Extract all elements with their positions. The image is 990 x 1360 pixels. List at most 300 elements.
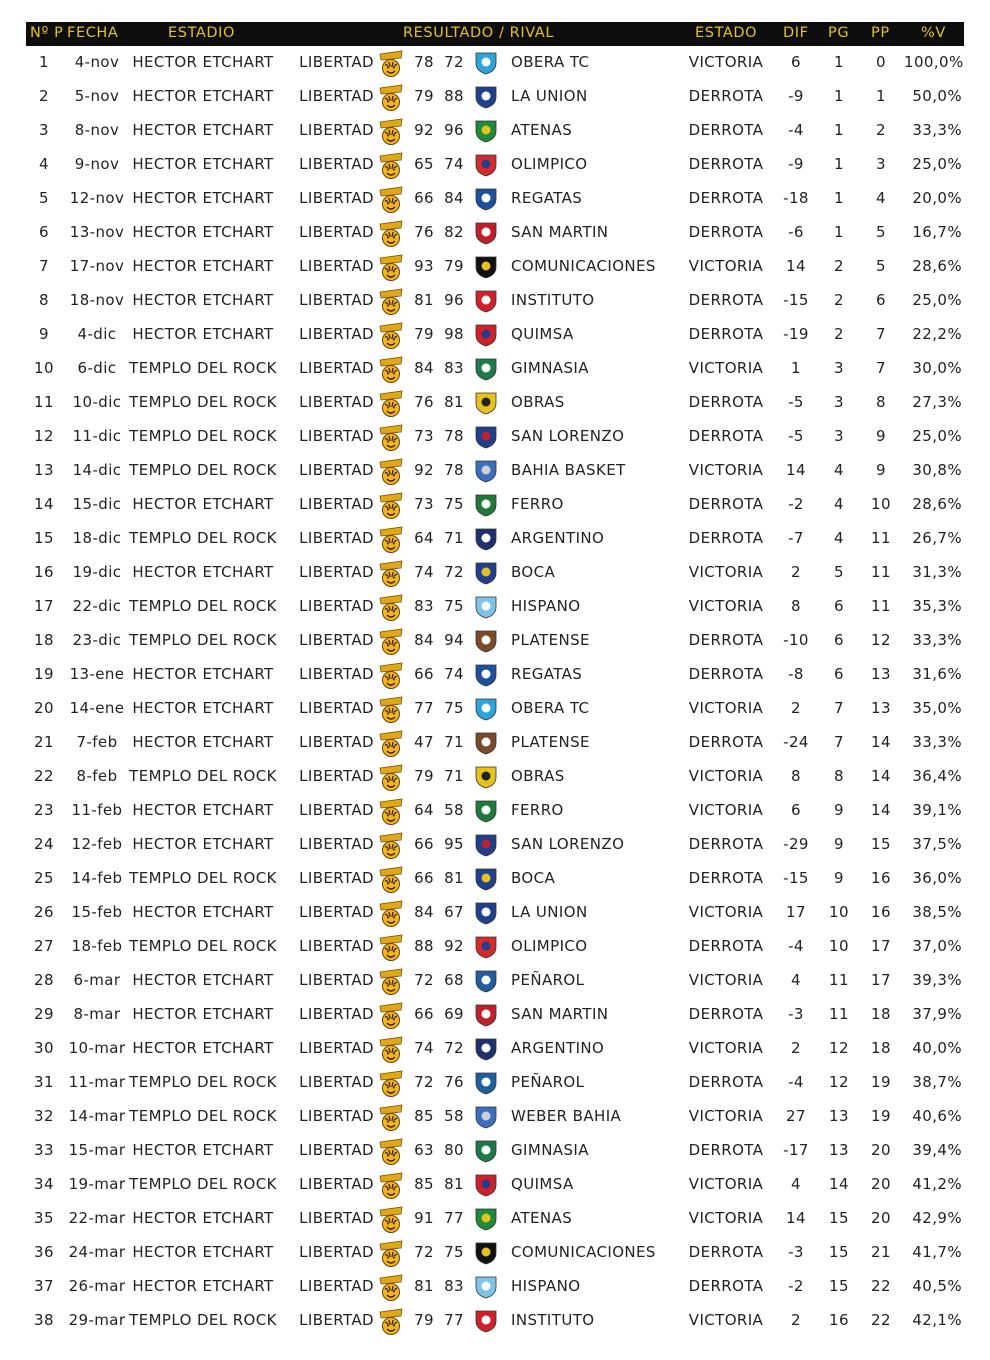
table-row	[26, 930, 964, 964]
row-rival: OLIMPICO	[511, 937, 588, 955]
instituto-logo-icon	[472, 288, 500, 314]
row-score-libertad: 92	[414, 461, 434, 479]
row-local-team: LIBERTAD	[299, 427, 374, 445]
libertad-logo	[377, 456, 405, 486]
row-pg: 10	[829, 937, 849, 955]
regatas-logo-icon	[472, 662, 500, 688]
row-pp: 1	[876, 87, 886, 105]
row-fecha: 11-dic	[72, 427, 122, 445]
row-pct-victorias: 50,0%	[912, 87, 962, 105]
row-local-team: LIBERTAD	[299, 1243, 374, 1261]
row-pct-victorias: 31,3%	[912, 563, 962, 581]
rival-logo	[472, 1002, 500, 1028]
row-estado: VICTORIA	[688, 767, 764, 785]
row-fecha: 15-feb	[71, 903, 123, 921]
row-pct-victorias: 37,5%	[912, 835, 962, 853]
row-rival: COMUNICACIONES	[511, 1243, 656, 1261]
row-local-team: LIBERTAD	[299, 121, 374, 139]
row-estado: DERROTA	[688, 495, 764, 513]
row-pg: 8	[834, 767, 844, 785]
row-fecha: 10-dic	[72, 393, 122, 411]
row-estadio: TEMPLO DEL ROCK	[129, 597, 277, 615]
row-dif: -15	[783, 291, 809, 309]
olimpico-logo-icon	[472, 934, 500, 960]
row-dif: -2	[788, 1277, 804, 1295]
row-dif: 4	[791, 971, 801, 989]
table-row	[26, 522, 964, 556]
table-row	[26, 998, 964, 1032]
table-row	[26, 556, 964, 590]
row-local-team: LIBERTAD	[299, 325, 374, 343]
row-estadio: HECTOR ETCHART	[132, 87, 274, 105]
row-score-rival: 82	[444, 223, 464, 241]
row-dif: -9	[788, 87, 804, 105]
table-row	[26, 794, 964, 828]
table-row	[26, 590, 964, 624]
row-estado: DERROTA	[688, 189, 764, 207]
table-row	[26, 1032, 964, 1066]
header-estadio: ESTADIO	[168, 25, 236, 41]
row-pct-victorias: 26,7%	[912, 529, 962, 547]
libertad-tiger-logo-icon	[377, 150, 405, 180]
row-estadio: TEMPLO DEL ROCK	[129, 631, 277, 649]
libertad-tiger-logo-icon	[377, 1000, 405, 1030]
row-local-team: LIBERTAD	[299, 699, 374, 717]
row-rival: REGATAS	[511, 189, 583, 207]
row-rival: SAN MARTIN	[511, 223, 609, 241]
bahia-basket-logo-icon	[472, 458, 500, 484]
header-pg: PG	[828, 25, 850, 41]
row-number: 38	[34, 1311, 54, 1329]
row-score-libertad: 66	[414, 1005, 434, 1023]
table-row	[26, 760, 964, 794]
libertad-tiger-logo-icon	[377, 286, 405, 316]
row-estado: DERROTA	[688, 1073, 764, 1091]
row-dif: -5	[788, 393, 804, 411]
header-num: Nº P	[30, 25, 64, 41]
row-local-team: LIBERTAD	[299, 903, 374, 921]
row-estadio: TEMPLO DEL ROCK	[129, 461, 277, 479]
row-rival: REGATAS	[511, 665, 583, 683]
row-pp: 3	[876, 155, 886, 173]
libertad-logo	[377, 558, 405, 588]
row-pp: 14	[871, 767, 891, 785]
libertad-tiger-logo-icon	[377, 592, 405, 622]
weber-bahia-logo-icon	[472, 1104, 500, 1130]
row-pct-victorias: 22,2%	[912, 325, 962, 343]
row-pg: 3	[834, 359, 844, 377]
libertad-tiger-logo-icon	[377, 1272, 405, 1302]
boca-logo-icon	[472, 866, 500, 892]
rival-logo	[472, 322, 500, 348]
row-fecha: 8-nov	[74, 121, 120, 139]
row-estadio: HECTOR ETCHART	[132, 189, 274, 207]
row-estadio: TEMPLO DEL ROCK	[129, 427, 277, 445]
libertad-logo	[377, 694, 405, 724]
row-pp: 9	[876, 461, 886, 479]
row-pp: 17	[871, 937, 891, 955]
row-pp: 11	[871, 529, 891, 547]
row-number: 37	[34, 1277, 54, 1295]
row-dif: 27	[786, 1107, 806, 1125]
row-number: 25	[34, 869, 54, 887]
row-score-rival: 81	[444, 1175, 464, 1193]
row-score-libertad: 73	[414, 427, 434, 445]
row-number: 33	[34, 1141, 54, 1159]
row-pp: 20	[871, 1141, 891, 1159]
row-fecha: 11-mar	[68, 1073, 126, 1091]
row-fecha: 12-feb	[71, 835, 123, 853]
row-pct-victorias: 33,3%	[912, 733, 962, 751]
rival-logo	[472, 458, 500, 484]
row-fecha: 14-mar	[68, 1107, 126, 1125]
libertad-logo	[377, 830, 405, 860]
row-pg: 4	[834, 495, 844, 513]
row-pct-victorias: 25,0%	[912, 427, 962, 445]
row-pg: 9	[834, 835, 844, 853]
row-local-team: LIBERTAD	[299, 257, 374, 275]
libertad-tiger-logo-icon	[377, 898, 405, 928]
row-estadio: HECTOR ETCHART	[132, 835, 274, 853]
row-number: 11	[34, 393, 54, 411]
libertad-logo	[377, 286, 405, 316]
row-estadio: HECTOR ETCHART	[132, 563, 274, 581]
row-pct-victorias: 27,3%	[912, 393, 962, 411]
row-pp: 15	[871, 835, 891, 853]
row-pp: 19	[871, 1107, 891, 1125]
row-local-team: LIBERTAD	[299, 1209, 374, 1227]
row-rival: OBERA TC	[511, 53, 590, 71]
row-number: 20	[34, 699, 54, 717]
libertad-tiger-logo-icon	[377, 1034, 405, 1064]
row-score-libertad: 65	[414, 155, 434, 173]
table-row	[26, 454, 964, 488]
row-score-libertad: 76	[414, 393, 434, 411]
ferro-logo-icon	[472, 492, 500, 518]
row-score-libertad: 66	[414, 189, 434, 207]
row-estado: DERROTA	[688, 155, 764, 173]
row-score-rival: 74	[444, 665, 464, 683]
row-number: 31	[34, 1073, 54, 1091]
row-local-team: LIBERTAD	[299, 1175, 374, 1193]
obera-logo-icon	[472, 696, 500, 722]
row-fecha: 8-feb	[76, 767, 118, 785]
row-pct-victorias: 40,5%	[912, 1277, 962, 1295]
row-estado: VICTORIA	[688, 1209, 764, 1227]
row-pg: 6	[834, 665, 844, 683]
libertad-tiger-logo-icon	[377, 388, 405, 418]
libertad-tiger-logo-icon	[377, 694, 405, 724]
row-fecha: 17-nov	[69, 257, 125, 275]
row-estado: VICTORIA	[688, 1175, 764, 1193]
row-number: 22	[34, 767, 54, 785]
table-row	[26, 284, 964, 318]
row-estadio: TEMPLO DEL ROCK	[129, 767, 277, 785]
row-number: 3	[39, 121, 49, 139]
row-score-rival: 92	[444, 937, 464, 955]
row-fecha: 26-mar	[68, 1277, 126, 1295]
row-local-team: LIBERTAD	[299, 155, 374, 173]
row-pct-victorias: 28,6%	[912, 257, 962, 275]
table-row	[26, 488, 964, 522]
row-score-libertad: 63	[414, 1141, 434, 1159]
row-estadio: HECTOR ETCHART	[132, 1141, 274, 1159]
row-rival: SAN MARTIN	[511, 1005, 609, 1023]
rival-logo	[472, 798, 500, 824]
row-fecha: 18-nov	[69, 291, 125, 309]
rival-logo	[472, 356, 500, 382]
row-estado: VICTORIA	[688, 257, 764, 275]
row-estado: DERROTA	[688, 1005, 764, 1023]
row-pg: 2	[834, 291, 844, 309]
row-rival: QUIMSA	[511, 1175, 574, 1193]
row-local-team: LIBERTAD	[299, 733, 374, 751]
row-estadio: HECTOR ETCHART	[132, 699, 274, 717]
row-pg: 2	[834, 257, 844, 275]
table-row	[26, 46, 964, 80]
row-pp: 16	[871, 903, 891, 921]
row-rival: LA UNION	[511, 87, 588, 105]
rival-logo	[472, 1308, 500, 1334]
rival-logo	[472, 50, 500, 76]
row-pct-victorias: 39,3%	[912, 971, 962, 989]
row-pct-victorias: 37,0%	[912, 937, 962, 955]
row-score-rival: 78	[444, 461, 464, 479]
row-rival: ARGENTINO	[511, 1039, 605, 1057]
row-dif: 2	[791, 699, 801, 717]
row-local-team: LIBERTAD	[299, 87, 374, 105]
row-pg: 1	[834, 223, 844, 241]
row-pg: 12	[829, 1073, 849, 1091]
rival-logo	[472, 900, 500, 926]
row-dif: -18	[783, 189, 809, 207]
row-score-rival: 80	[444, 1141, 464, 1159]
row-rival: QUIMSA	[511, 325, 574, 343]
row-estado: DERROTA	[688, 937, 764, 955]
row-local-team: LIBERTAD	[299, 393, 374, 411]
penarol-logo-icon	[472, 1070, 500, 1096]
header-pp: PP	[871, 25, 890, 41]
row-score-libertad: 74	[414, 1039, 434, 1057]
libertad-tiger-logo-icon	[377, 82, 405, 112]
libertad-logo	[377, 1238, 405, 1268]
row-pg: 7	[834, 733, 844, 751]
row-pg: 16	[829, 1311, 849, 1329]
row-pg: 15	[829, 1277, 849, 1295]
row-pp: 4	[876, 189, 886, 207]
row-pct-victorias: 42,1%	[912, 1311, 962, 1329]
san-lorenzo-logo-icon	[472, 832, 500, 858]
row-pp: 7	[876, 359, 886, 377]
row-estado: DERROTA	[688, 1277, 764, 1295]
row-number: 26	[34, 903, 54, 921]
libertad-tiger-logo-icon	[377, 966, 405, 996]
row-rival: LA UNION	[511, 903, 588, 921]
row-pct-victorias: 25,0%	[912, 291, 962, 309]
row-pp: 9	[876, 427, 886, 445]
san-lorenzo-logo-icon	[472, 424, 500, 450]
rival-logo	[472, 254, 500, 280]
libertad-tiger-logo-icon	[377, 48, 405, 78]
row-pg: 11	[829, 1005, 849, 1023]
row-score-rival: 67	[444, 903, 464, 921]
boca-logo-icon	[472, 560, 500, 586]
row-pp: 20	[871, 1209, 891, 1227]
table-row	[26, 148, 964, 182]
table-row	[26, 386, 964, 420]
row-score-libertad: 72	[414, 971, 434, 989]
row-score-libertad: 85	[414, 1107, 434, 1125]
libertad-logo	[377, 1136, 405, 1166]
header-fecha: FECHA	[67, 25, 119, 41]
row-number: 12	[34, 427, 54, 445]
row-score-rival: 83	[444, 1277, 464, 1295]
row-dif: -9	[788, 155, 804, 173]
row-number: 28	[34, 971, 54, 989]
san-martin-logo-icon	[472, 220, 500, 246]
row-estadio: HECTOR ETCHART	[132, 325, 274, 343]
row-pct-victorias: 28,6%	[912, 495, 962, 513]
row-number: 13	[34, 461, 54, 479]
table-row	[26, 896, 964, 930]
rival-logo	[472, 560, 500, 586]
row-local-team: LIBERTAD	[299, 971, 374, 989]
row-pp: 11	[871, 597, 891, 615]
row-fecha: 18-feb	[71, 937, 123, 955]
row-score-libertad: 91	[414, 1209, 434, 1227]
row-score-libertad: 79	[414, 87, 434, 105]
row-pg: 13	[829, 1107, 849, 1125]
row-pp: 22	[871, 1311, 891, 1329]
row-pct-victorias: 33,3%	[912, 631, 962, 649]
row-pg: 9	[834, 801, 844, 819]
row-rival: PLATENSE	[511, 733, 590, 751]
row-score-libertad: 79	[414, 767, 434, 785]
libertad-tiger-logo-icon	[377, 116, 405, 146]
row-local-team: LIBERTAD	[299, 189, 374, 207]
san-martin-logo-icon	[472, 1002, 500, 1028]
header-estado: ESTADO	[695, 25, 758, 41]
table-row	[26, 114, 964, 148]
table-row	[26, 1202, 964, 1236]
rival-logo	[472, 832, 500, 858]
row-fecha: 6-mar	[73, 971, 121, 989]
row-estadio: HECTOR ETCHART	[132, 257, 274, 275]
row-estadio: HECTOR ETCHART	[132, 665, 274, 683]
row-score-rival: 79	[444, 257, 464, 275]
row-dif: -19	[783, 325, 809, 343]
libertad-tiger-logo-icon	[377, 762, 405, 792]
libertad-logo	[377, 320, 405, 350]
row-fecha: 15-dic	[72, 495, 122, 513]
libertad-logo	[377, 116, 405, 146]
row-dif: -4	[788, 937, 804, 955]
row-estado: DERROTA	[688, 1141, 764, 1159]
table-row	[26, 726, 964, 760]
row-pct-victorias: 20,0%	[912, 189, 962, 207]
gimnasia-logo-icon	[472, 1138, 500, 1164]
libertad-logo	[377, 82, 405, 112]
row-fecha: 19-dic	[72, 563, 122, 581]
table-row	[26, 1270, 964, 1304]
table-row	[26, 182, 964, 216]
row-rival: PEÑAROL	[511, 1073, 585, 1091]
libertad-tiger-logo-icon	[377, 252, 405, 282]
row-number: 2	[39, 87, 49, 105]
row-pct-victorias: 30,0%	[912, 359, 962, 377]
rival-logo	[472, 1104, 500, 1130]
row-estado: DERROTA	[688, 393, 764, 411]
row-score-rival: 71	[444, 733, 464, 751]
libertad-logo	[377, 252, 405, 282]
libertad-tiger-logo-icon	[377, 796, 405, 826]
row-fecha: 6-dic	[77, 359, 117, 377]
header-dif: DIF	[783, 25, 809, 41]
row-fecha: 4-nov	[74, 53, 120, 71]
row-pct-victorias: 33,3%	[912, 121, 962, 139]
libertad-logo	[377, 1204, 405, 1234]
libertad-logo	[377, 592, 405, 622]
row-estadio: HECTOR ETCHART	[132, 495, 274, 513]
table-row	[26, 1236, 964, 1270]
row-score-libertad: 72	[414, 1073, 434, 1091]
row-pg: 4	[834, 529, 844, 547]
row-dif: -8	[788, 665, 804, 683]
row-rival: SAN LORENZO	[511, 427, 625, 445]
row-number: 7	[39, 257, 49, 275]
row-pp: 13	[871, 665, 891, 683]
libertad-logo	[377, 524, 405, 554]
row-estadio: TEMPLO DEL ROCK	[129, 529, 277, 547]
row-number: 18	[34, 631, 54, 649]
rival-logo	[472, 1274, 500, 1300]
row-number: 4	[39, 155, 49, 173]
row-pct-victorias: 31,6%	[912, 665, 962, 683]
header-resultado: RESULTADO / RIVAL	[403, 25, 555, 41]
row-score-rival: 75	[444, 597, 464, 615]
row-fecha: 13-ene	[69, 665, 125, 683]
row-estadio: TEMPLO DEL ROCK	[129, 1073, 277, 1091]
row-pg: 4	[834, 461, 844, 479]
row-rival: GIMNASIA	[511, 359, 589, 377]
libertad-tiger-logo-icon	[377, 864, 405, 894]
rival-logo	[472, 628, 500, 654]
row-rival: PLATENSE	[511, 631, 590, 649]
libertad-tiger-logo-icon	[377, 558, 405, 588]
libertad-tiger-logo-icon	[377, 728, 405, 758]
row-number: 9	[39, 325, 49, 343]
row-pct-victorias: 38,7%	[912, 1073, 962, 1091]
rival-logo	[472, 1138, 500, 1164]
row-dif: 14	[786, 1209, 806, 1227]
libertad-tiger-logo-icon	[377, 490, 405, 520]
row-estado: VICTORIA	[688, 699, 764, 717]
row-rival: HISPANO	[511, 597, 581, 615]
rival-logo	[472, 1240, 500, 1266]
regatas-logo-icon	[472, 186, 500, 212]
row-pg: 15	[829, 1243, 849, 1261]
libertad-tiger-logo-icon	[377, 422, 405, 452]
libertad-logo	[377, 864, 405, 894]
row-score-libertad: 84	[414, 631, 434, 649]
rival-logo	[472, 594, 500, 620]
row-pp: 5	[876, 223, 886, 241]
row-score-libertad: 88	[414, 937, 434, 955]
row-rival: FERRO	[511, 495, 564, 513]
libertad-logo	[377, 1102, 405, 1132]
atenas-logo-icon	[472, 118, 500, 144]
row-pp: 0	[876, 53, 886, 71]
